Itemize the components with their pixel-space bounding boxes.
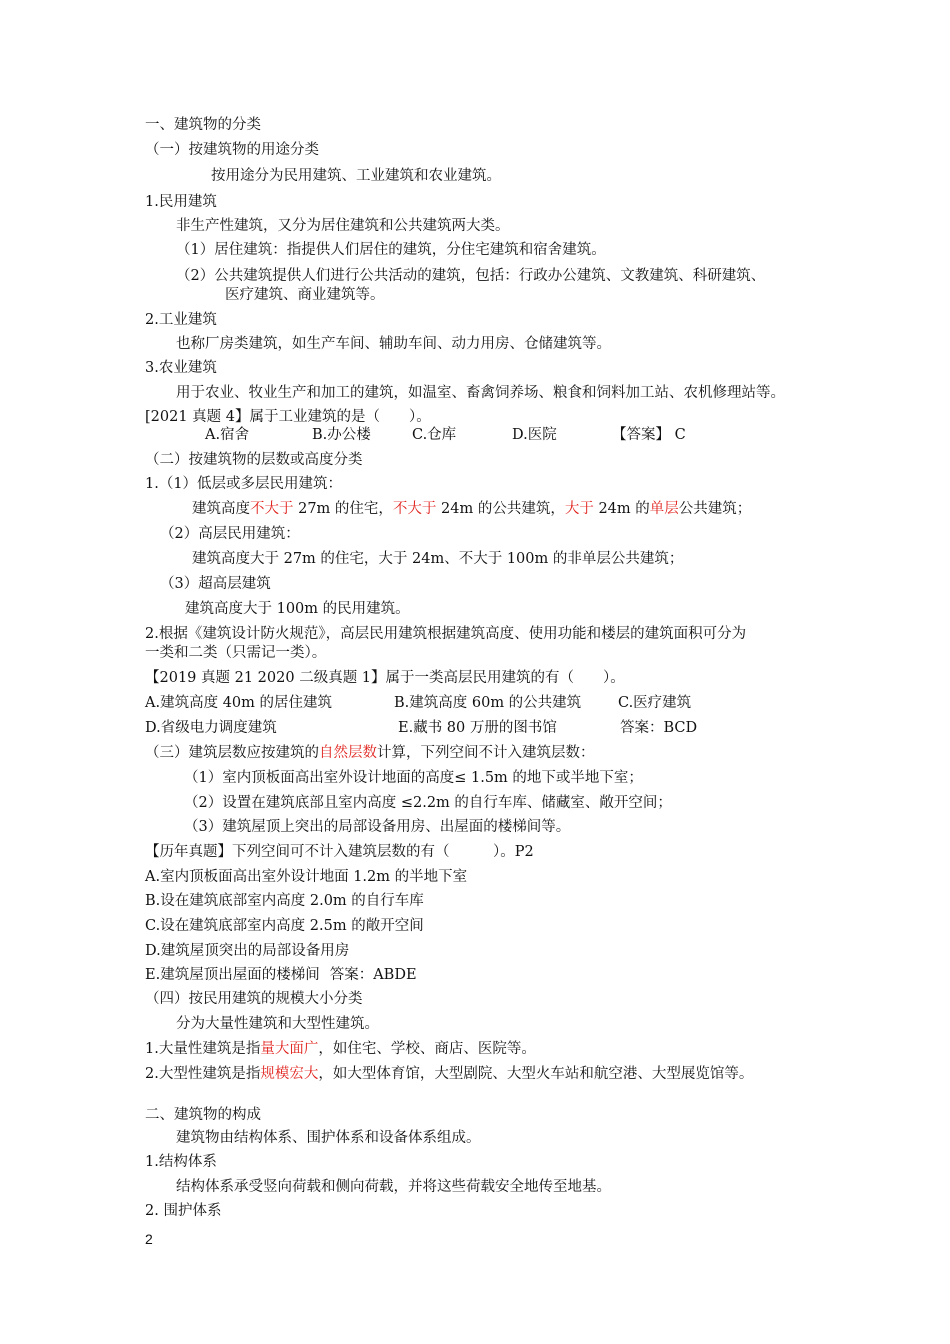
paragraph: 非生产性建筑，又分为居住建筑和公共建筑两大类。 — [176, 218, 510, 234]
paragraph-fire-code-cont: 一类和二类（只需记一类）。 — [145, 645, 327, 661]
paragraph: 建筑高度大于 27m 的住宅，大于 24m、不大于 100m 的非单层公共建筑； — [192, 551, 684, 567]
paragraph: 结构体系承受竖向荷载和侧向荷载，并将这些荷载安全地传至地基。 — [176, 1179, 611, 1195]
section-1-title: 一、建筑物的分类 — [145, 117, 261, 133]
heading-low-rise: 1.（1）低层或多层民用建筑： — [145, 476, 343, 492]
list-item: （2）公共建筑提供人们进行公共活动的建筑，包括：行政办公建筑、文教建筑、科研建筑、 — [176, 268, 766, 284]
list-item: （3）建筑屋顶上突出的局部设备用房、出屋面的楼梯间等。 — [184, 819, 571, 835]
heading-agricultural: 3.农业建筑 — [145, 360, 217, 376]
answer: 答案：ABDE — [329, 967, 417, 983]
page-number: 2 — [145, 1231, 153, 1247]
answer: 答案：BCD — [620, 720, 698, 736]
subsection-scale-title: （四）按民用建筑的规模大小分类 — [145, 991, 363, 1007]
heading-industrial: 2.工业建筑 — [145, 312, 217, 328]
paragraph: 按用途分为民用建筑、工业建筑和农业建筑。 — [211, 168, 501, 184]
section-2-title: 二、建筑物的构成 — [145, 1107, 261, 1123]
paragraph-low-rise: 建筑高度不大于 27m 的住宅，不大于 24m 的公共建筑，大于 24m 的单层公共建筑； — [192, 501, 752, 517]
subsection-use-title: （一）按建筑物的用途分类 — [145, 142, 319, 158]
paragraph-mass: 1.大量性建筑是指量大面广，如住宅、学校、商店、医院等。 — [145, 1041, 536, 1057]
option: C.医疗建筑 — [618, 695, 692, 711]
heading-civil: 1.民用建筑 — [145, 194, 217, 210]
paragraph: 用于农业、牧业生产和加工的建筑，如温室、畜禽饲养场、粮食和饲料加工站、农机修理站等。 — [176, 385, 785, 401]
option: D.建筑屋顶突出的局部设备用房 — [145, 943, 350, 959]
option: B.设在建筑底部室内高度 2.0m 的自行车库 — [145, 893, 424, 909]
option: A.宿舍 — [205, 427, 250, 443]
list-item: （1）室内顶板面高出室外设计地面的高度≤ 1.5m 的地下或半地下室； — [184, 770, 643, 786]
option: C.仓库 — [412, 427, 457, 443]
paragraph: 建筑物由结构体系、围护体系和设备体系组成。 — [176, 1130, 481, 1146]
paragraph-fire-code: 2.根据《建筑设计防火规范》，高层民用建筑根据建筑高度、使用功能和楼层的建筑面积可分为 — [145, 626, 747, 642]
option: D.省级电力调度建筑 — [145, 720, 277, 736]
option: E.藏书 80 万册的图书馆 — [398, 720, 557, 736]
option: A.室内顶板面高出室外设计地面 1.2m 的半地下室 — [145, 869, 468, 885]
list-item: （2）设置在建筑底部且室内高度 ≤2.2m 的自行车库、储藏室、敞开空间； — [184, 795, 672, 811]
answer: 【答案】 C — [612, 427, 686, 443]
heading-structure: 1.结构体系 — [145, 1154, 217, 1170]
heading-super-high: （3）超高层建筑 — [160, 576, 271, 592]
option: A.建筑高度 40m 的居住建筑 — [145, 695, 332, 711]
list-item-cont: 医疗建筑、商业建筑等。 — [225, 287, 385, 303]
option-with-answer: E.建筑屋顶出屋面的楼梯间 答案：ABDE — [145, 967, 417, 983]
paragraph: 分为大量性建筑和大型性建筑。 — [176, 1016, 379, 1032]
heading-high-rise: （2）高层民用建筑： — [160, 526, 300, 542]
option: C.设在建筑底部室内高度 2.5m 的敞开空间 — [145, 918, 424, 934]
option: B.建筑高度 60m 的公共建筑 — [394, 695, 582, 711]
paragraph: 建筑高度大于 100m 的民用建筑。 — [185, 601, 410, 617]
subsection-height-title: （二）按建筑物的层数或高度分类 — [145, 452, 363, 468]
option: B.办公楼 — [312, 427, 371, 443]
subsection-floors-title: （三）建筑层数应按建筑的自然层数计算，下列空间不计入建筑层数： — [145, 745, 595, 761]
question-2021: [2021 真题 4】属于工业建筑的是（ ）。 — [145, 409, 431, 425]
question-history: 【历年真题】下列空间可不计入建筑层数的有（ ）。P2 — [145, 844, 534, 860]
paragraph: 也称厂房类建筑，如生产车间、辅助车间、动力用房、仓储建筑等。 — [176, 336, 611, 352]
option: D.医院 — [512, 427, 557, 443]
paragraph-large: 2.大型性建筑是指规模宏大，如大型体育馆，大型剧院、大型火车站和航空港、大型展览馆等。 — [145, 1066, 754, 1082]
list-item: （1）居住建筑：指提供人们居住的建筑，分住宅建筑和宿舍建筑。 — [176, 242, 606, 258]
heading-enclosure: 2. 围护体系 — [145, 1203, 222, 1219]
question-2019: 【2019 真题 21 2020 二级真题 1】属于一类高层民用建筑的有（ ）。 — [145, 670, 625, 686]
